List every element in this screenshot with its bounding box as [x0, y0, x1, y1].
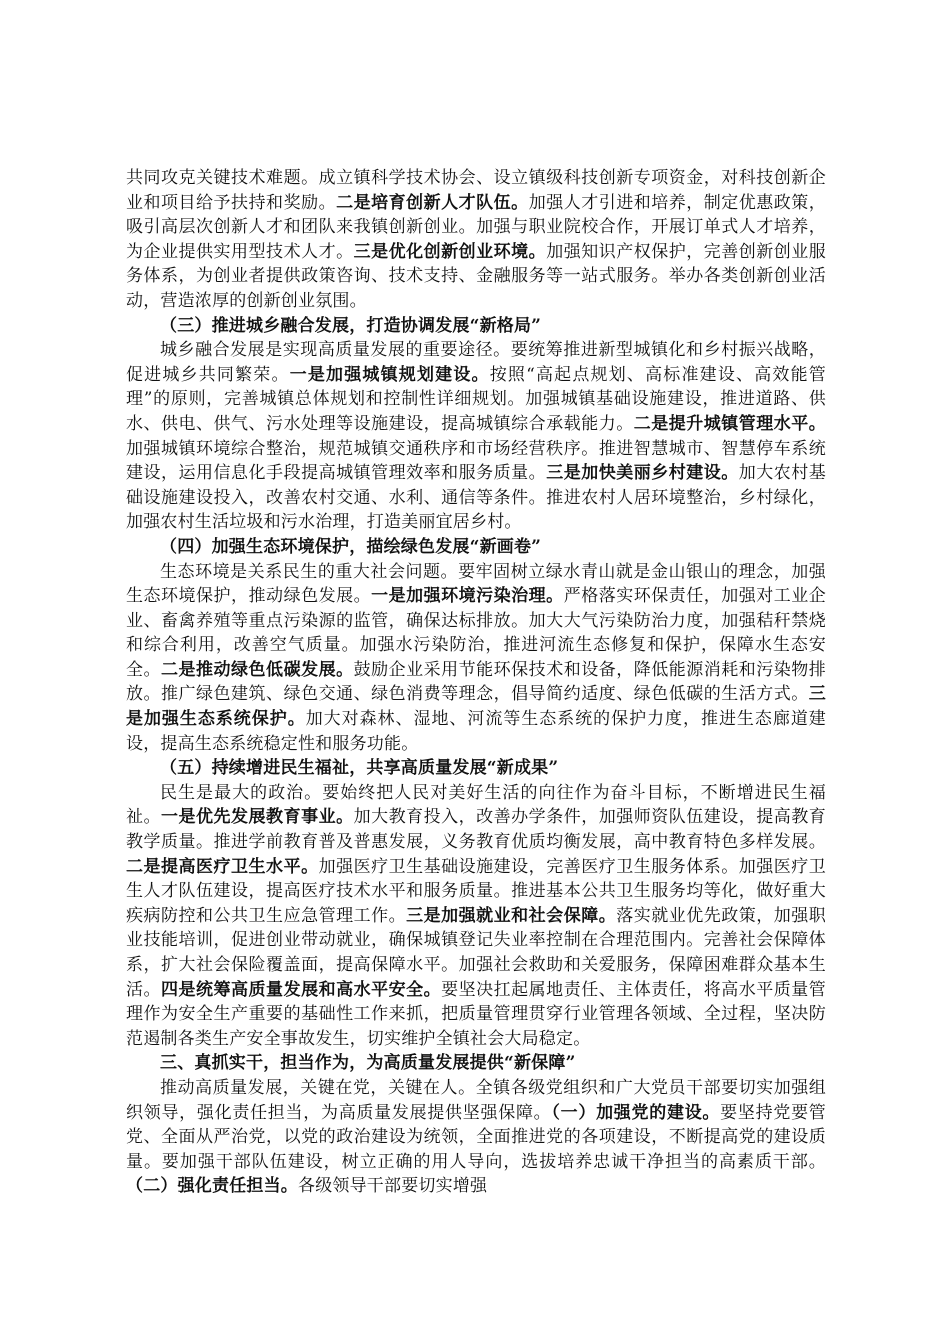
bold-lead-phrase: 一是加强环境污染治理。 — [371, 586, 564, 607]
text-run: 城乡融合发展是实现高质量发展的重要途径。要统筹推进新型城镇化和乡村振兴战略，促进城乡共同繁荣。 — [126, 340, 826, 385]
text-run: 加大教育投入，改善办学条件，加强师资队伍建设，提高教育教学质量。推进学前教育普及普惠发展，义务教育优质均衡发展，高中教育特色多样发展。 — [126, 807, 826, 853]
body-paragraph — [126, 560, 826, 757]
text-run: 要坚持党要管党、全面从严治党，以党的政治建设为统领，全面推进党的各项建设，不断提高党的建设质量。要加强干部队伍建设，树立正确的用人导向，选拔培养忠诚干净担当的高素质干部。 — [126, 1102, 826, 1172]
text-run: 要坚决扛起属地责任、主体责任，将高水平质量管理作为安全生产重要的基础性工作来抓，把质量管理贯穿行业管理各领域、全过程，坚决防范遏制各类生产安全事故发生，切实维护全镇社会大局稳定。 — [126, 979, 826, 1049]
bold-lead-phrase: 三是加快美丽乡村建设。 — [546, 463, 739, 484]
text-run: 民生是最大的政治。要始终把人民对美好生活的向往作为奋斗目标，不断增进民生福祉。 — [126, 782, 826, 828]
text-run: （三）推进城乡融合发展，打造协调发展“新格局” — [160, 315, 542, 336]
bold-lead-phrase: 三是加强生态系统保护。 — [126, 684, 826, 730]
bold-lead-phrase: 一是加强城镇规划建设。 — [289, 364, 490, 385]
text-run: 加强人才引进和培养，制定优惠政策，吸引高层次创新人才和团队来我镇创新创业。加强与职业院校合作，开展订单式人才培养，为企业提供实用型技术人才。 — [126, 192, 827, 262]
bold-lead-phrase: （二）强化责任担当。 — [126, 1176, 298, 1197]
text-run: 三、真抓实干，担当作为，为高质量发展提供“新保障” — [160, 1053, 576, 1074]
text-run: （五）持续增进民生福祉，共享高质量发展“新成果” — [160, 758, 559, 779]
text-run: 加强知识产权保护，完善创新创业服务体系，为创业者提供政策咨询、技术支持、金融服务等一站式服务。举办各类创新创业活动，营造浓厚的创新创业氛围。 — [126, 241, 827, 311]
bold-lead-phrase: 二是培育创新人才队伍。 — [336, 192, 529, 213]
body-paragraph — [126, 166, 826, 314]
text-run: 各级领导干部要切实增强 — [298, 1176, 488, 1197]
bold-lead-phrase: 三是优化创新创业环境。 — [353, 241, 547, 262]
section-heading — [126, 314, 826, 339]
section-heading — [126, 1051, 826, 1076]
document-body — [126, 166, 826, 1199]
bold-lead-phrase: 二是提升城镇管理水平。 — [633, 413, 826, 434]
section-heading — [126, 535, 826, 560]
text-run: 落实就业优先政策，加强职业技能培训，促进创业带动就业，确保城镇登记失业率控制在合理范围内。完善社会保障体系，扩大社会保险覆盖面，提高保障水平。加强社会救助和关爱服务，保障困难群众基本生活。 — [126, 905, 826, 1000]
body-paragraph — [126, 338, 826, 535]
bold-lead-phrase: 一是优先发展教育事业。 — [161, 807, 354, 828]
text-run: 加大农村基础设施建设投入，改善农村交通、水利、通信等条件。推进农村人居环境整治，乡村绿化，加强农村生活垃圾和污水治理，打造美丽宜居乡村。 — [126, 463, 827, 533]
body-paragraph — [126, 1076, 826, 1199]
bold-lead-phrase: 四是统筹高质量发展和高水平安全。 — [161, 979, 442, 1000]
text-run: 鼓励企业采用节能环保技术和设备，降低能源消耗和污染物排放。推广绿色建筑、绿色交通、绿色消费等理念，倡导简约适度、绿色低碳的生活方式。 — [126, 659, 826, 705]
bold-lead-phrase: 三是加强就业和社会保障。 — [406, 905, 617, 926]
text-run: （四）加强生态环境保护，描绘绿色发展“新画卷” — [160, 536, 542, 557]
text-run: 按照“高起点规划、高标准建设、高效能管理”的原则，完善城镇总体规划和控制性详细规划。加强城镇基础设施建设，推进道路、供水、供电、供气、污水处理等设施建设，提高城镇综合承载能力。 — [126, 364, 826, 434]
text-run: 生态环境是关系民生的重大社会问题。要牢固树立绿水青山就是金山银山的理念，加强生态环境保护，推动绿色发展。 — [126, 561, 826, 607]
body-paragraph — [126, 781, 826, 1052]
bold-lead-phrase: 二是提高医疗卫生水平。 — [126, 856, 319, 877]
text-run: 加大对森林、湿地、河流等生态系统的保护力度，推进生态廊道建设，提高生态系统稳定性和服务功能。 — [126, 709, 826, 754]
bold-lead-phrase: 二是推动绿色低碳发展。 — [161, 659, 354, 680]
text-run: 加强医疗卫生基础设施建设，完善医疗卫生服务体系。加强医疗卫生人才队伍建设，提高医疗技术水平和服务质量。推进基本公共卫生服务均等化，做好重大疾病防控和公共卫生应急管理工作。 — [126, 856, 826, 926]
text-run: 加强城镇环境综合整治，规范城镇交通秩序和市场经营秩序。推进智慧城市、智慧停车系统建设，运用信息化手段提高城镇管理效率和服务质量。 — [126, 438, 826, 484]
text-run: 共同攻克关键技术难题。成立镇科学技术协会、设立镇级科技创新专项资金，对科技创新企业和项目给予扶持和奖励。 — [126, 168, 826, 213]
text-run: 推动高质量发展，关键在党，关键在人。全镇各级党组织和广大党员干部要切实加强组织领导，强化责任担当，为高质量发展提供坚强保障。 — [126, 1077, 826, 1123]
bold-lead-phrase: （一）加强党的建设。 — [551, 1102, 721, 1123]
section-heading — [126, 756, 826, 781]
text-run: 严格落实环保责任，加强对工业企业、畜禽养殖等重点污染源的监管，确保达标排放。加大大气污染防治力度，加强秸秆禁烧和综合利用，改善空气质量。加强水污染防治，推进河流生态修复和保护，保障水生态安全。 — [126, 586, 827, 680]
